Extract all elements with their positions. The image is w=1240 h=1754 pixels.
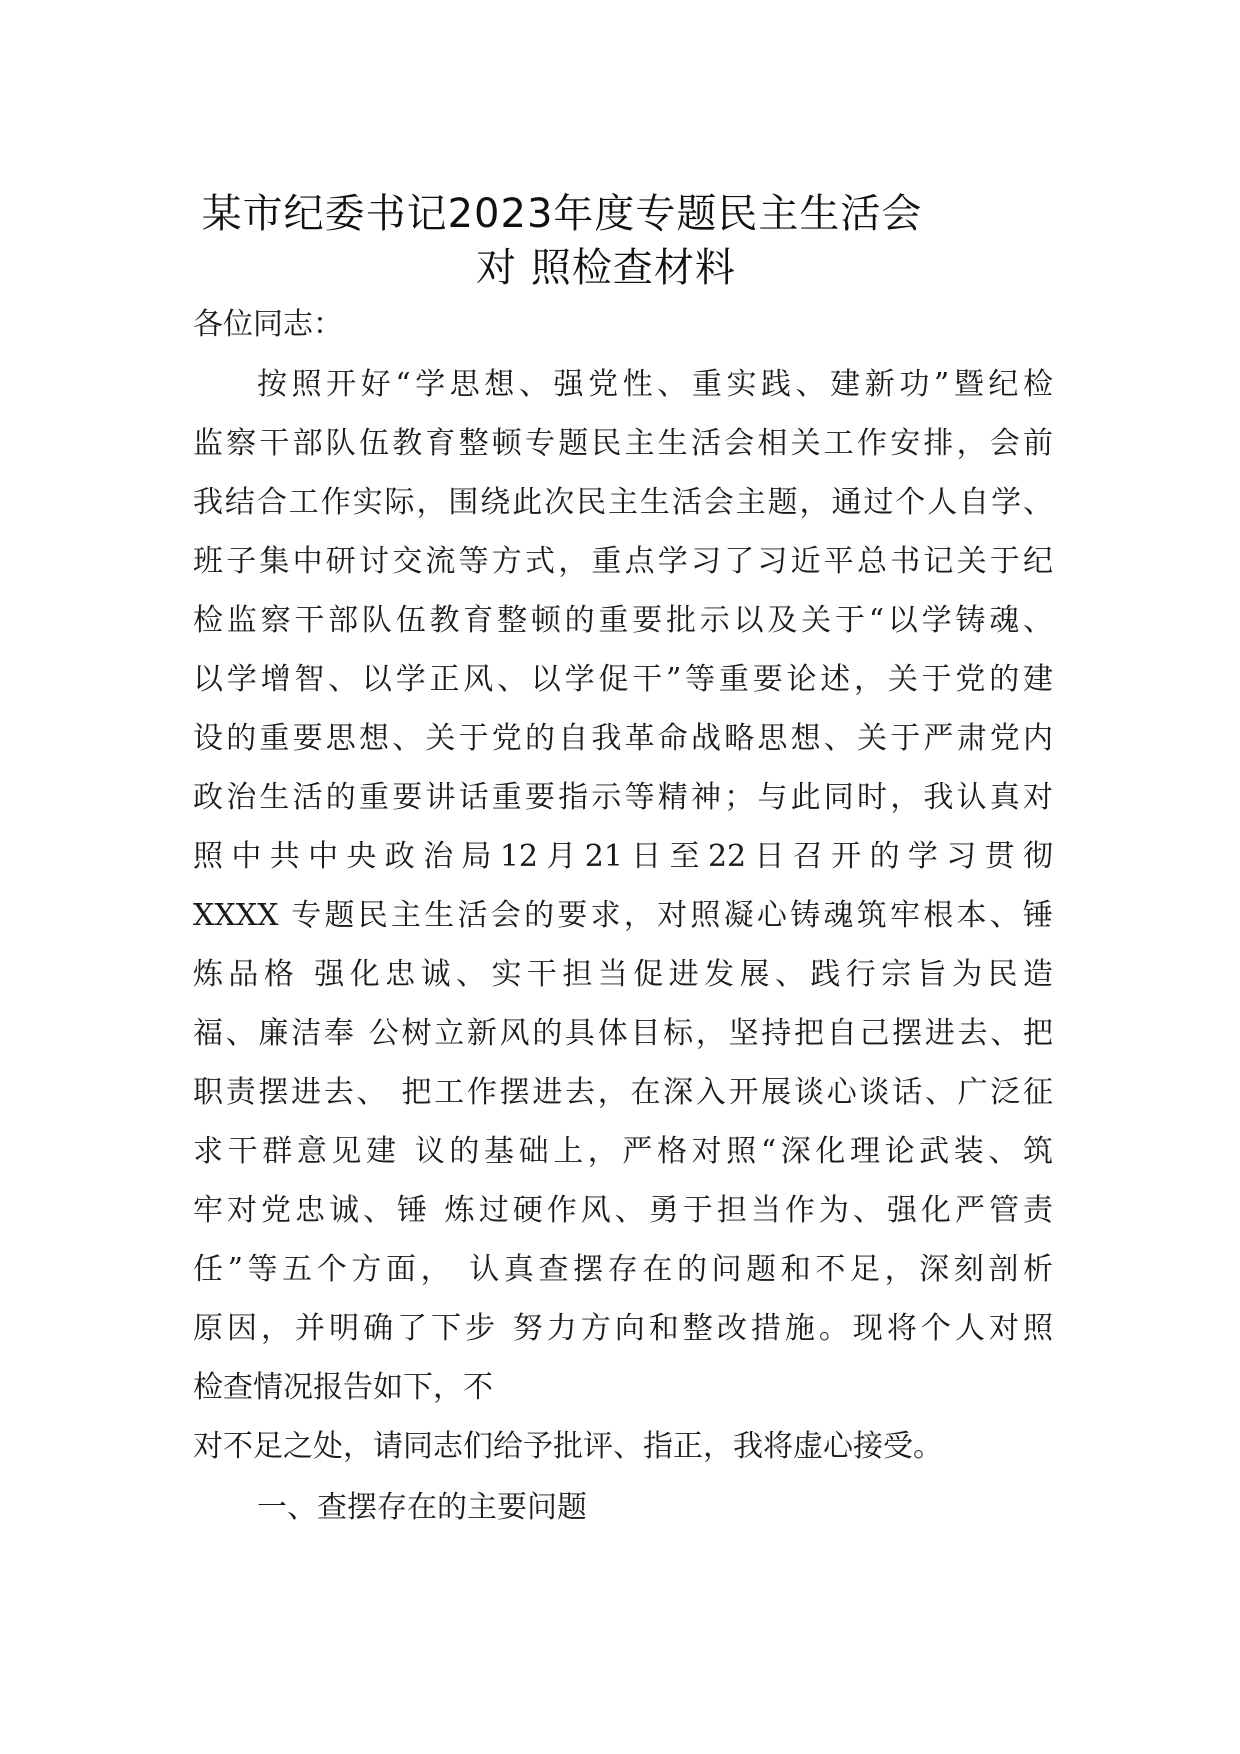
document-title-line-2: 对 照检查材料 <box>476 245 736 291</box>
paragraph-line: 福、廉洁奉 公树立新风的具体目标，坚持把自己摆进去、把 <box>193 1016 1053 1051</box>
paragraph-line: 按照开好“学思想、强党性、重实践、建新功”暨纪检 <box>257 367 1053 402</box>
paragraph-line: 设的重要思想、关于党的自我革命战略思想、关于严肃党内 <box>193 721 1053 756</box>
paragraph-line: 检查情况报告如下，不 <box>193 1370 493 1405</box>
paragraph-line: 炼品格 强化忠诚、实干担当促进发展、践行宗旨为民造 <box>193 957 1053 992</box>
paragraph-line: 以学增智、以学正风、以学促干”等重要论述，关于党的建 <box>193 662 1053 697</box>
paragraph-line: 任”等五个方面， 认真查摆存在的问题和不足，深刻剖析 <box>193 1252 1053 1287</box>
paragraph-line: XXXX 专题民主生活会的要求，对照凝心铸魂筑牢根本、锤 <box>193 898 1053 933</box>
section-heading: 一、查摆存在的主要问题 <box>257 1490 587 1525</box>
paragraph-line: 检监察干部队伍教育整顿的重要批示以及关于“以学铸魂、 <box>193 603 1053 638</box>
paragraph-line: 牢对党忠诚、锤 炼过硬作风、勇于担当作为、强化严管责 <box>193 1193 1053 1228</box>
paragraph-line: 职责摆进去、 把工作摆进去，在深入开展谈心谈话、广泛征 <box>193 1075 1053 1110</box>
paragraph-line: 求干群意见建 议的基础上，严格对照“深化理论武装、筑 <box>193 1134 1053 1169</box>
salutation: 各位同志： <box>193 307 343 342</box>
paragraph-line: 监察干部队伍教育整顿专题民主生活会相关工作安排，会前 <box>193 426 1053 461</box>
paragraph-line: 照中共中央政治局12月21日至22日召开的学习贯彻 <box>193 839 1053 874</box>
paragraph-line: 政治生活的重要讲话重要指示等精神；与此同时，我认真对 <box>193 780 1053 815</box>
paragraph-line: 对不足之处，请同志们给予批评、指正，我将虚心接受。 <box>193 1429 943 1464</box>
document-title-line-1: 某市纪委书记2023年度专题民主生活会 <box>201 191 923 237</box>
paragraph-line: 原因，并明确了下步 努力方向和整改措施。现将个人对照 <box>193 1311 1053 1346</box>
paragraph-line: 我结合工作实际，围绕此次民主生活会主题，通过个人自学、 <box>193 485 1053 520</box>
paragraph-line: 班子集中研讨交流等方式，重点学习了习近平总书记关于纪 <box>193 544 1053 579</box>
